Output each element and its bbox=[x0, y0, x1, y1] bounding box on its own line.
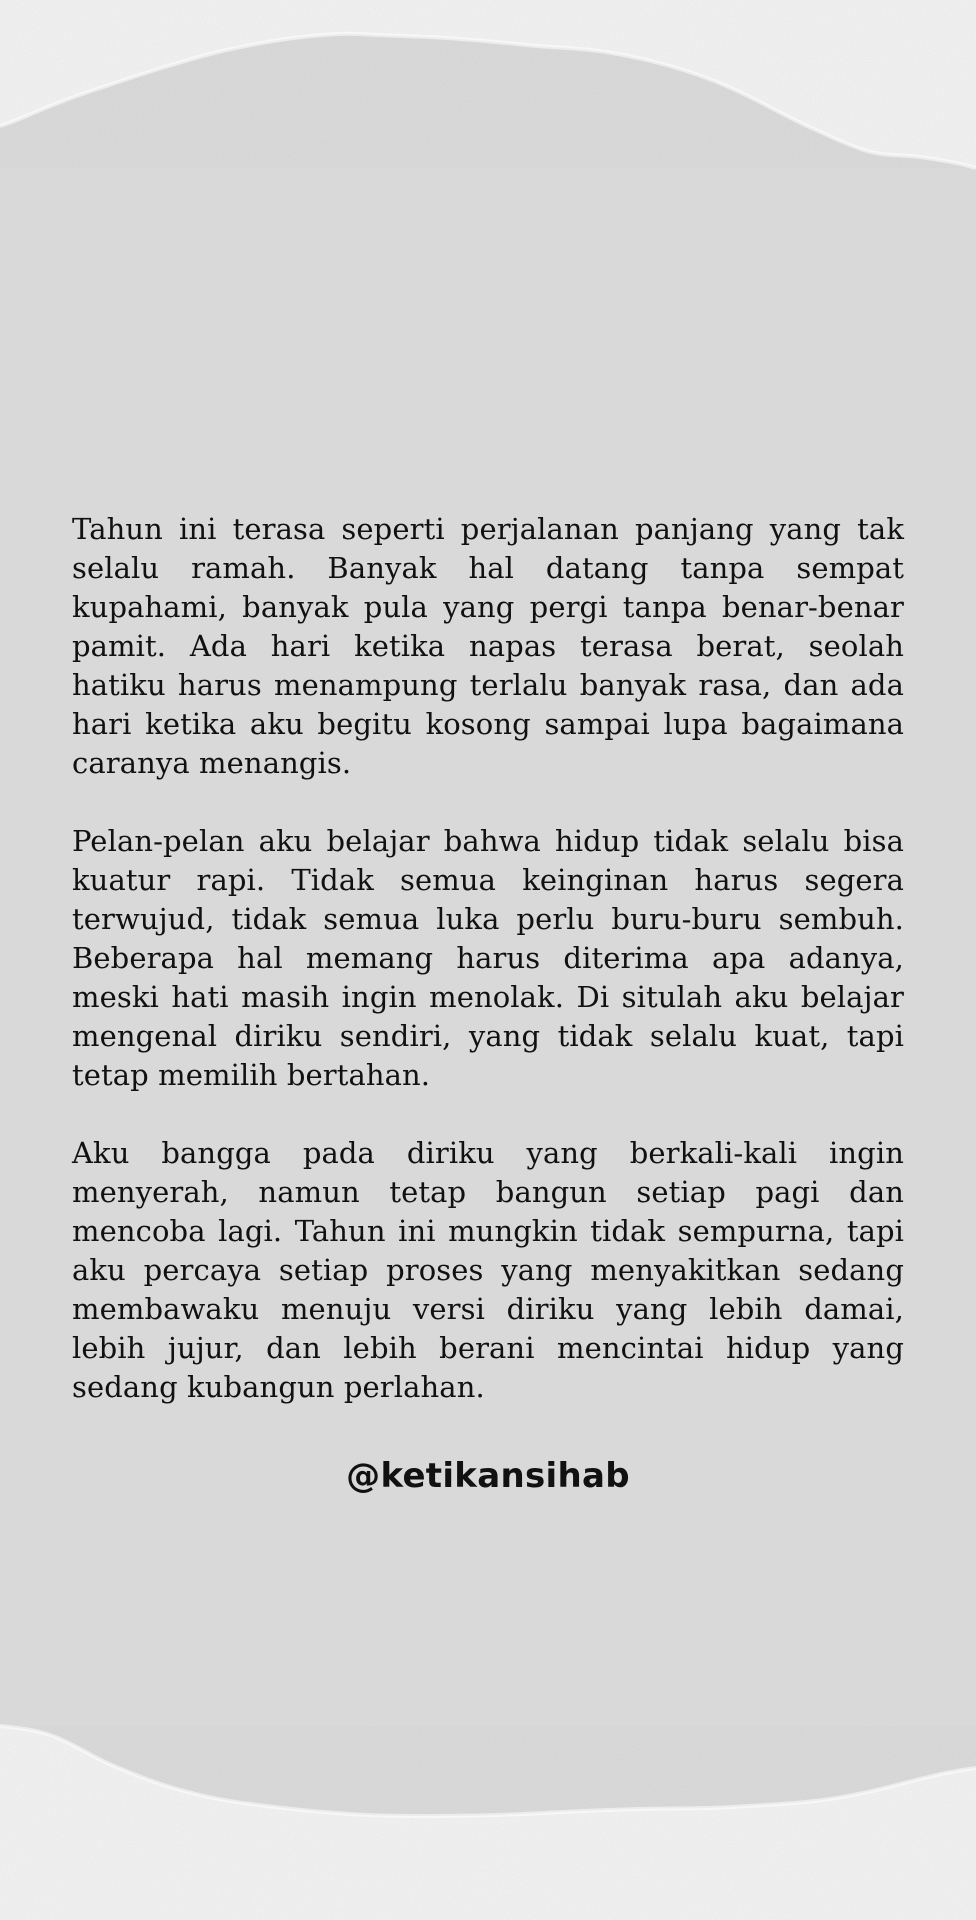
paragraph-1: Tahun ini terasa seperti perjalanan panjang yang tak selalu ramah. Banyak hal datang tanpa sempat kupahami, banyak pula yang pergi tanpa benar-benar pamit. Ada hari ketika napas terasa berat, seolah hatiku harus menampung terlalu banyak rasa, dan ada hari ketika aku begitu kosong sampai lupa bagaimana caranya menangis. bbox=[72, 512, 904, 780]
paragraph-3: Aku bangga pada diriku yang berkali-kali ingin menyerah, namun tetap bangun setiap pagi dan mencoba lagi. Tahun ini mungkin tidak sempurna, tapi aku percaya setiap proses yang menyakitkan sedang membawaku menuju versi diriku yang lebih damai, lebih jujur, dan lebih berani mencintai hidup yang sedang kubangun perlahan. bbox=[72, 1136, 904, 1404]
torn-paper-top-decoration bbox=[0, 0, 976, 190]
torn-paper-bottom-decoration bbox=[0, 1710, 976, 1920]
author-handle: @ketikansihab bbox=[346, 1456, 630, 1496]
story-text bbox=[72, 510, 904, 1446]
paragraph-2: Pelan-pelan aku belajar bahwa hidup tidak selalu bisa kuatur rapi. Tidak semua keinginan harus segera terwujud, tidak semua luka perlu buru-buru sembuh. Beberapa hal memang harus diterima apa adanya, meski hati masih ingin menolak. Di situlah aku belajar mengenal diriku sendiri, yang tidak selalu kuat, tapi tetap memilih bertahan. bbox=[72, 824, 904, 1092]
